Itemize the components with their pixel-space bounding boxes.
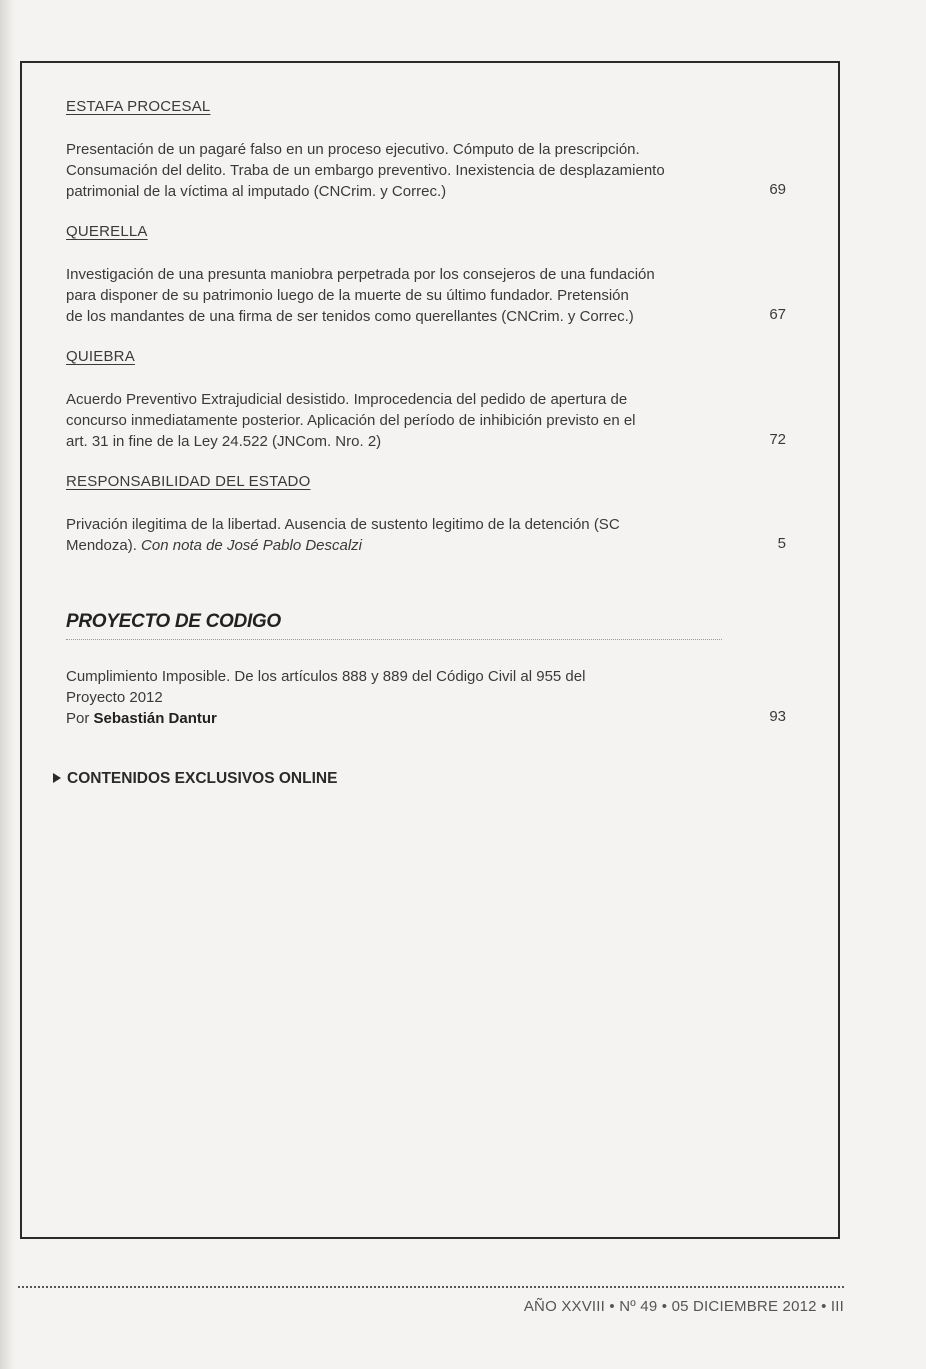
page-number[interactable]: 5 <box>777 535 786 552</box>
entry-line: concurso inmediatamente posterior. Aplicación del período de inhibición previsto en el <box>66 412 636 429</box>
entry-line: Acuerdo Preventivo Extrajudicial desistido. Improcedencia del pedido de apertura de <box>66 391 628 408</box>
dotted-divider <box>66 639 722 640</box>
entry-description <box>66 514 722 556</box>
section-heading: QUERELLA <box>66 223 148 240</box>
entry-line: Consumación del delito. Traba de un embargo preventivo. Inexistencia de desplazamiento <box>66 162 665 179</box>
entry-line: Proyecto 2012 <box>66 689 163 706</box>
section-heading: QUIEBRA <box>66 348 135 365</box>
entry-note: Con nota de José Pablo Descalzi <box>141 537 363 554</box>
section-heading: ESTAFA PROCESAL <box>66 98 211 115</box>
entry-line: Investigación de una presunta maniobra perpetrada por los consejeros de una fundación <box>66 266 655 283</box>
entry-line: Presentación de un pagaré falso en un proceso ejecutivo. Cómputo de la prescripción. <box>66 141 640 158</box>
online-label: CONTENIDOS EXCLUSIVOS ONLINE <box>67 770 338 787</box>
page-number[interactable]: 69 <box>769 181 786 198</box>
entry-line: patrimonial de la víctima al imputado (CNCrim. y Correc.) <box>66 183 447 200</box>
play-triangle-icon <box>53 773 61 783</box>
entry-line: art. 31 in fine de la Ley 24.522 (JNCom. Nro. 2) <box>66 433 382 450</box>
entry-line: Cumplimiento Imposible. De los artículos 888 y 889 del Código Civil al 955 del <box>66 668 586 685</box>
page-binding-shadow <box>0 0 14 1369</box>
page-footer: AÑO XXVIII • Nº 49 • 05 DICIEMBRE 2012 • III <box>523 1298 844 1315</box>
entry-description <box>66 139 722 202</box>
online-content-link[interactable] <box>53 770 337 788</box>
entry-line: Privación ilegitima de la libertad. Ausencia de sustento legitimo de la detención (SC <box>66 516 620 533</box>
author-name: Sebastián Dantur <box>93 710 217 727</box>
author-prefix: Por <box>66 710 90 727</box>
entry-description <box>66 666 722 729</box>
page-number[interactable]: 72 <box>769 431 786 448</box>
entry-line: de los mandantes de una firma de ser tenidos como querellantes (CNCrim. y Correc.) <box>66 308 634 325</box>
entry-line: Mendoza). <box>66 537 137 554</box>
page-number[interactable]: 67 <box>769 306 786 323</box>
section-heading: RESPONSABILIDAD DEL ESTADO <box>66 473 311 490</box>
entry-line: para disponer de su patrimonio luego de la muerte de su último fundador. Pretensión <box>66 287 629 304</box>
entry-description <box>66 264 722 327</box>
proyecto-title: PROYECTO DE CODIGO <box>66 611 281 632</box>
page-number[interactable]: 93 <box>769 708 786 725</box>
footer-dotted-rule <box>18 1286 844 1288</box>
entry-description <box>66 389 722 452</box>
